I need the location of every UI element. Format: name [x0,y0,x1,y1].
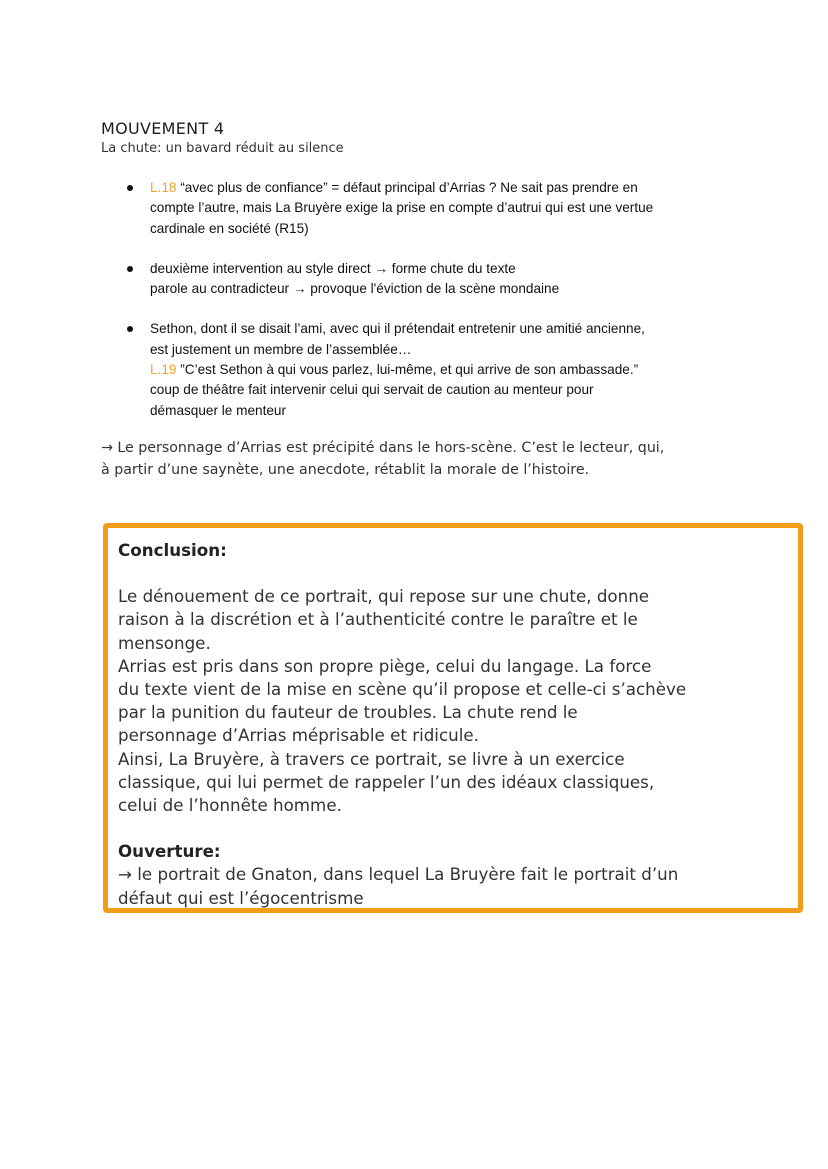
conclusion-paragraph [118,585,790,655]
line-reference: L.18 [150,180,177,195]
bullet-line: L.18 “avec plus de confiance” = défaut principal d’Arrias ? Ne sait pas prendre en [150,180,638,195]
analysis-bullet-list [124,178,744,421]
movement-conclusion-line: → Le personnage d’Arrias est précipité dans le hors-scène. C’est le lecteur, qui, [101,440,665,456]
text-line: par la punition du fauteur de troubles. La chute rend le [118,702,578,723]
conclusion-box [103,523,803,913]
conclusion-heading: Conclusion: [118,540,227,560]
movement-conclusion-line: à partir d’une saynète, une anecdote, rétablit la morale de l’histoire. [101,461,590,478]
movement-title: MOUVEMENT 4 [101,119,225,138]
list-item [124,259,744,300]
text-line: raison à la discrétion et à l’authenticité contre le paraître et le [118,609,638,630]
bullet-line: coup de théâtre fait intervenir celui qui servait de caution au menteur pour [150,382,594,398]
bullet-line: compte l’autre, mais La Bruyère exige la prise en compte d’autrui qui est une vertue [150,200,654,216]
bullet-line: parole au contradicteur → provoque l'éviction de la scène mondaine [150,281,560,297]
text-line: personnage d’Arrias méprisable et ridicule. [118,725,479,746]
spacer [118,562,790,585]
text-line: Ainsi, La Bruyère, à travers ce portrait, se livre à un exercice [118,748,625,769]
movement-conclusion [101,438,741,481]
conclusion-content [118,539,790,910]
bullet-line: cardinale en société (R15) [150,220,309,236]
conclusion-paragraph [118,748,790,818]
opening-heading: Ouverture: [118,841,221,862]
text-line: mensonge. [118,632,211,653]
bullet-dot-icon [127,326,133,332]
bullet-dot-icon [127,266,133,272]
bullet-dot-icon [127,185,133,191]
list-item [124,319,744,420]
bullet-line: L.19 ”C’est Sethon à qui vous parlez, lui-même, et qui arrive de son ambassade.” [150,362,639,378]
text-line: défaut qui est l’égocentrisme [118,887,364,908]
bullet-line: Sethon, dont il se disait l’ami, avec qui il prétendait entretenir une amitié ancienne, [150,321,645,337]
text-line: celui de l’honnête homme. [118,795,342,816]
opening-paragraph [118,863,790,909]
movement-subtitle: La chute: un bavard réduit au silence [101,141,344,156]
bullet-line: démasquer le menteur [150,402,287,418]
conclusion-paragraph [118,655,790,748]
bullet-line: est justement un membre de l’assemblée… [150,341,412,357]
line-reference: L.19 [150,362,177,378]
text-line: Arrias est pris dans son propre piège, celui du langage. La force [118,655,652,676]
text-line: classique, qui lui permet de rappeler l’un des idéaux classiques, [118,771,655,792]
bullet-line: deuxième intervention au style direct → forme chute du texte [150,260,516,276]
list-item [124,178,744,239]
spacer [118,817,790,840]
text-line: du texte vient de la mise en scène qu’il propose et celle-ci s’achève [118,679,687,700]
text-line: Le dénouement de ce portrait, qui repose sur une chute, donne [118,586,650,607]
text-line: → le portrait de Gnaton, dans lequel La Bruyère fait le portrait d’un [118,864,679,885]
